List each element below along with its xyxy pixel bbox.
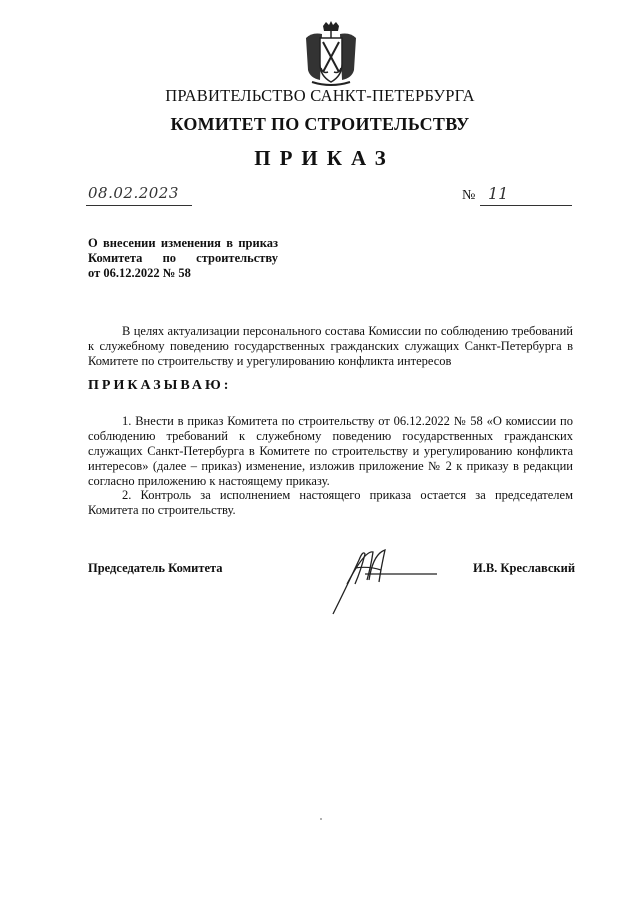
number-underline	[480, 205, 572, 206]
subject-line-1: О внесении изменения в приказ	[88, 236, 278, 250]
date-underline	[86, 205, 192, 206]
document-type-title: ПРИКАЗ	[254, 146, 395, 170]
subject-line-3: от 06.12.2022 № 58	[88, 266, 191, 280]
signatory-position: Председатель Комитета	[88, 561, 223, 575]
scan-speck	[320, 818, 322, 820]
signatory-name: И.В. Креславский	[473, 561, 576, 575]
decree-item-1: 1. Внести в приказ Комитета по строительству от 06.12.2022 № 58 «О комиссии по соблюдению требований к служебному поведению государственных гражданских служащих Санкт-Петербурга в Комитете по строительству и урегулированию конфликта интересов» (далее – приказ) изменение, изложив приложение № 2 к приказу в редакции согласно приложению к настоящему приказу.	[88, 414, 573, 488]
number-label: №	[462, 188, 476, 203]
committee-title: КОМИТЕТ ПО СТРОИТЕЛЬСТВУ	[170, 114, 470, 134]
document-date: 08.02.2023	[88, 184, 179, 202]
coat-of-arms-icon	[302, 20, 360, 88]
document-number: 11	[488, 184, 509, 203]
decree-item-2: 2. Контроль за исполнением настоящего приказа остается за председателем Комитета по строительству.	[88, 488, 573, 517]
decree-heading: ПРИКАЗЫВАЮ:	[88, 378, 232, 393]
government-title: ПРАВИТЕЛЬСТВО САНКТ-ПЕТЕРБУРГА	[165, 86, 475, 105]
subject-line-2: Комитета по строительству	[88, 251, 278, 265]
preamble-paragraph: В целях актуализации персонального состава Комиссии по соблюдению требований к служебному поведению государственных гражданских служащих Санкт-Петербурга в Комитете по строительству и урегулированию конфликта интересов	[88, 324, 573, 368]
document-subject	[88, 236, 278, 281]
handwritten-signature	[325, 540, 445, 620]
